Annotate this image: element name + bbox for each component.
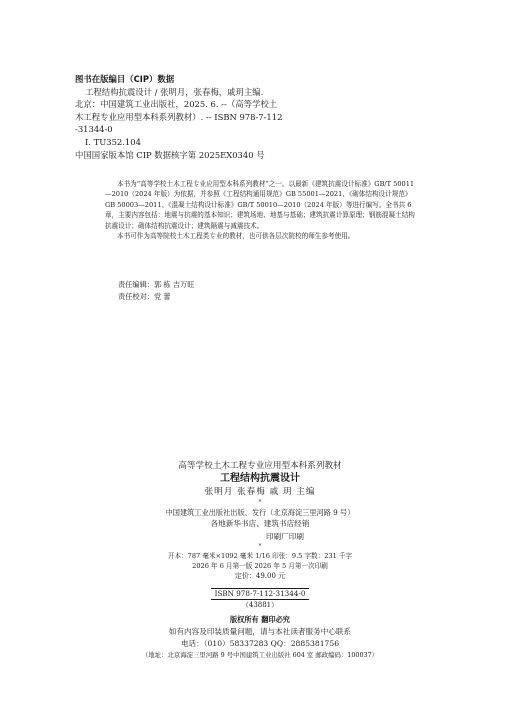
abstract-paragraph: 本书为“高等学校土木工程专业应用型本科系列教材”之一。以最新《建筑抗震设计标准》GB/T 50011—2010（2024 年版）为依据，并参照《工程结构通用规范》GB 55001—2021、《砌体结构设计规范》GB 50003—2011、《混凝土结构设计标准》GB/T 50010—2010（2024 年版）等进行编写。全书共 6 章，主要内容包括：地震与抗震的基本知识；建筑场地、地基与基础；建筑抗震计算原理；钢筋混凝土结构抗震设计；砌体结构抗震设计；建筑隔震与减震技术。 (105, 180, 415, 230)
publisher: 中国建筑工业出版社出版、发行（北京海淀三里河路 9 号） (165, 508, 355, 517)
service-notice: 如有内容及印装质量问题，请与本社读者服务中心联系 (168, 627, 352, 636)
separator-mark: * (258, 543, 262, 550)
authors: 张明月 张春梅 戚 玥 主编 (204, 487, 316, 497)
cip-line: 木工程专业应用型本科系列教材）. -- ISBN 978-7-112 (75, 111, 283, 122)
cip-line: Ⅰ. TU352.104 (85, 136, 141, 147)
cip-heading: 图书在版编目（CIP）数据 (75, 74, 175, 84)
price: 定价：49.00 元 (234, 572, 286, 580)
cip-block (75, 73, 282, 161)
book-title: 工程结构抗震设计 (220, 473, 300, 484)
isbn: ISBN 978-7-112-31344-0 (211, 588, 310, 600)
colophon (140, 460, 380, 661)
responsible-editor: 责任编辑：郭 栋 吉万旺 (118, 280, 195, 289)
format-specs: 开本：787 毫米×1092 毫米 1/16 印张：9.5 字数：231 千字 (167, 552, 353, 560)
address: （地址：北京海淀三里河路 9 号中国建筑工业出版社 604 室 邮政编码：100037） (141, 651, 379, 659)
contact-info: 电话：（010）58337283 QQ：2885381756 (180, 639, 340, 648)
cip-line: 北京：中国建筑工业出版社，2025. 6. --（高等学校土 (75, 99, 278, 110)
cip-line: 中国国家版本馆 CIP 数据核字第 2025EX0340 号 (75, 149, 265, 160)
distributor: 各地新华书店、建筑书店经销 (210, 519, 310, 528)
abstract (105, 179, 415, 241)
separator-mark: * (258, 499, 262, 506)
editors-block (118, 279, 194, 303)
edition-info: 2026 年 6 月第一版 2026 年 5 月第一次印刷 (192, 562, 328, 570)
copyright-notice: 版权所有 翻印必究 (229, 615, 290, 624)
book-code: （43881） (241, 601, 279, 609)
cip-line: 工程结构抗震设计 / 张明月，张春梅，戚玥主编. (85, 86, 264, 97)
printer: 印刷厂印刷 (266, 532, 304, 541)
abstract-paragraph: 本书可作为高等院校土木工程类专业的教材，也可供各层次院校的师生参考使用。 (117, 232, 355, 241)
cip-line: -31344-0 (75, 124, 113, 135)
series-name: 高等学校土木工程专业应用型本科系列教材 (178, 461, 342, 471)
responsible-proofreader: 责任校对：党 蕾 (118, 292, 171, 301)
